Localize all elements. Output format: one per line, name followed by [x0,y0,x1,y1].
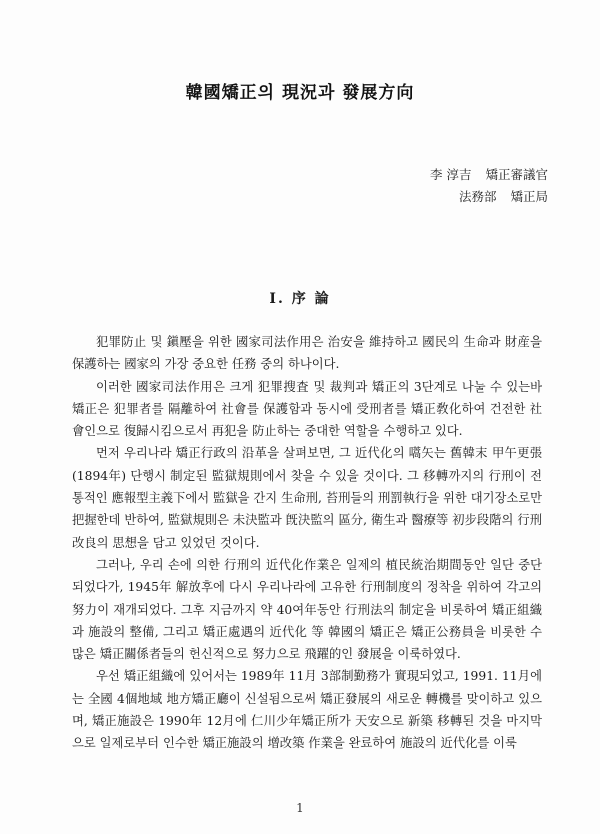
author-position: 矯正審議官 [485,167,548,182]
author-line [416,165,548,183]
author-affiliation-line [445,187,548,205]
section-heading: Ⅰ. 序 論 [269,291,331,307]
page-number: 1 [296,801,304,815]
document-title: 韓國矯正의 現況과 發展方向 [185,83,415,103]
paragraph: 犯罪防止 및 鎭壓을 위한 國家司法作用은 治安을 維持하고 國民의 生命과 財産을 保護하는 國家의 가장 중요한 任務 중의 하나이다. [72,335,542,372]
body-text [72,331,542,755]
paragraph: 이러한 國家司法作用은 크게 犯罪搜査 및 裁判과 矯正의 3단계로 나눌 수 있는바 矯正은 犯罪者를 隔離하여 社會를 保護함과 동시에 受刑者를 矯正敎化하여 건전한 社會인으로 復歸시킴으로서 再犯을 防止하는 중대한 역할을 수행하고 있다. [72,379,542,439]
author-name: 李 淳吉 [430,167,472,182]
paragraph: 우선 矯正組織에 있어서는 1989年 11月 3部制勤務가 實現되었고, 1991. 11月에는 全國 4個地域 地方矯正廳이 신설됨으로써 矯正發展의 새로운 轉機를 맞이하고 있으며, 矯正施設은 1990年 12月에 仁川少年矯正所가 天安으로 新築 移轉된 것을 마지막으로 일제로부터 인수한 矯正施設의 增改築 作業을 완료하여 施設의 近代化를 이룩 [72,669,542,751]
author-office: 矯正局 [510,189,548,204]
paragraph: 먼저 우리나라 矯正行政의 沿革을 살펴보면, 그 近代化의 嚆矢는 舊韓末 甲午更張(1894年) 단행시 制定된 監獄規則에서 찾을 수 있을 것이다. 그 移轉까지의 行刑이 전통적인 應報型主義下에서 監獄을 간지 生命刑, 苔刑들의 刑罰執行을 위한 대기장소로만 把握한데 반하여, 監獄規則은 未決監과 旣決監의 區分, 衛生과 醫療等 初步段階의 行刑改良의 思想을 담고 있었던 것이다. [72,446,542,550]
paragraph: 그러나, 우리 손에 의한 行刑의 近代化作業은 일제의 植民統治期間동안 일단 중단되었다가, 1945年 解放후에 다시 우리나라에 고유한 行刑制度의 정착을 위하여 각고의 努力이 재개되었다. 그후 지금까지 약 40여年동안 行刑法의 制定을 비롯하여 矯正組織과 施設의 整備, 그리고 矯正處遇의 近代化 等 韓國의 矯正은 矯正公務員을 비롯한 수많은 矯正關係者들의 헌신적으로 努力으로 飛躍的인 發展을 이룩하였다. [72,557,542,662]
author-affiliation: 法務部 [458,189,497,204]
